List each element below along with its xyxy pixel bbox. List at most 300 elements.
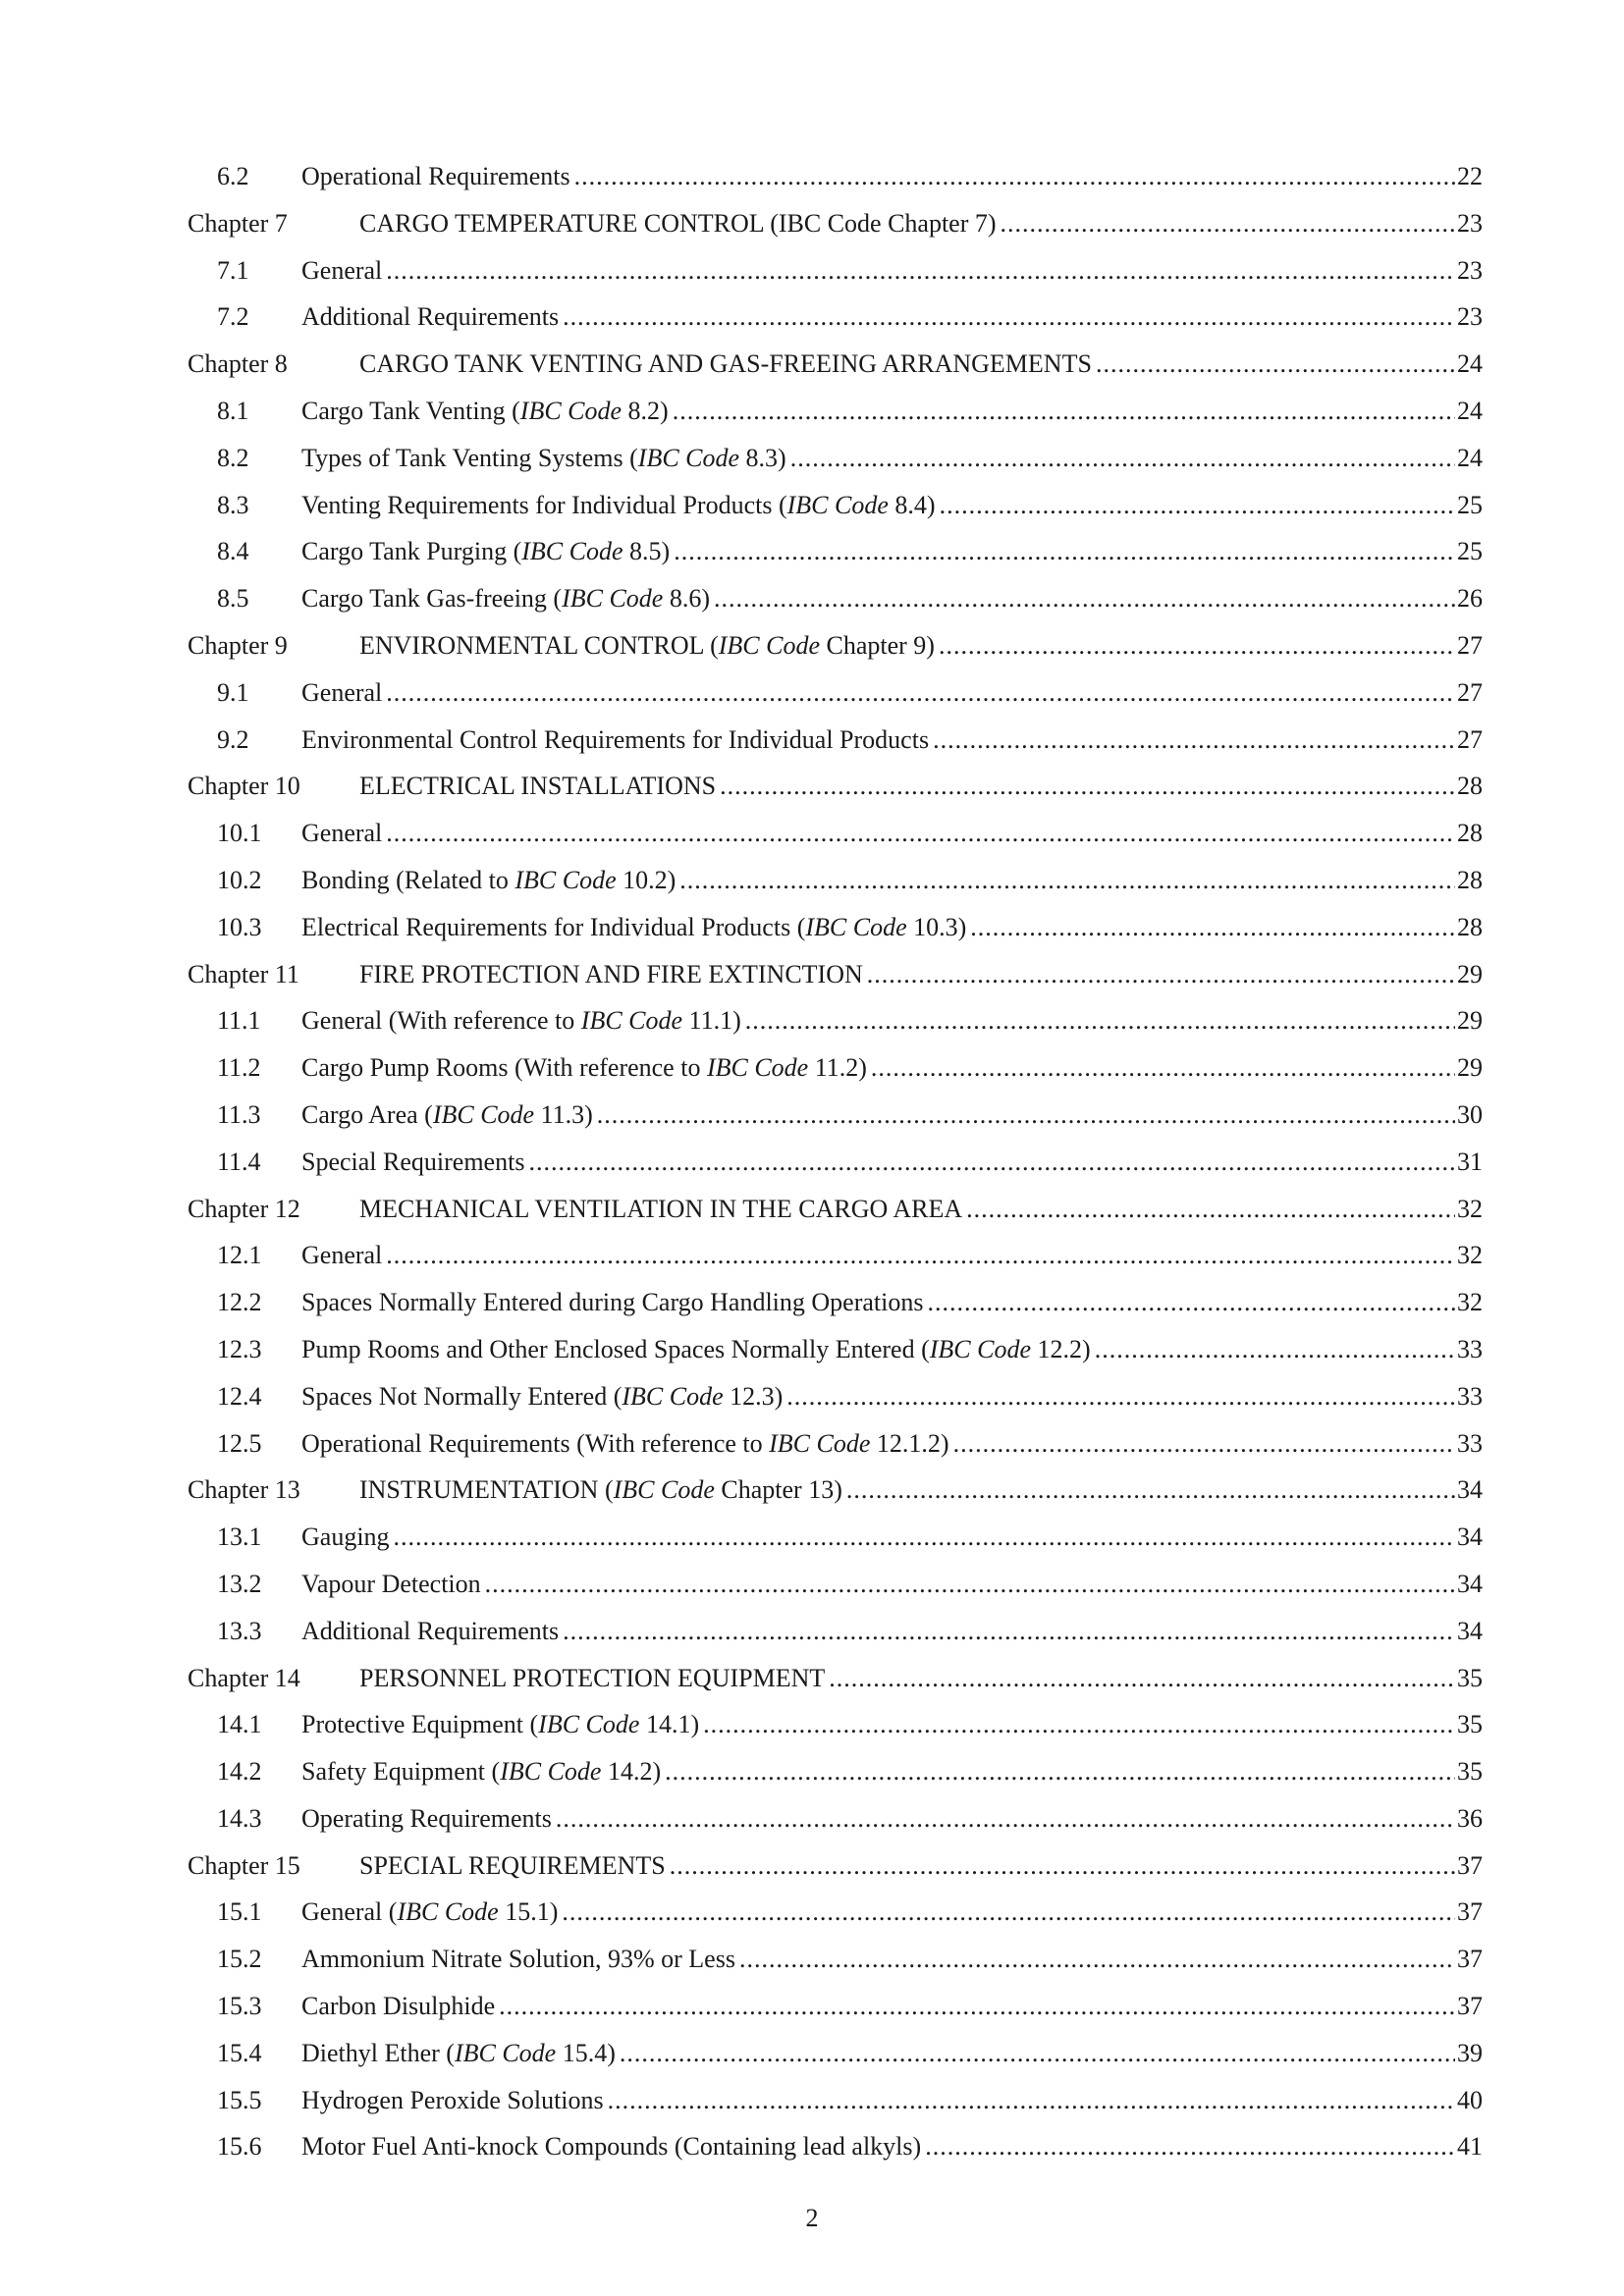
- toc-entry-title: [301, 1889, 562, 1936]
- toc-entry-line: [301, 1608, 1483, 1655]
- toc-title-part: Additional Requirements: [301, 302, 560, 332]
- toc-page-number: 32: [1457, 1194, 1483, 1223]
- toc-entry-number: Chapter 7: [188, 208, 288, 238]
- toc-title-part: 8.2): [622, 396, 669, 425]
- toc-entry-title: [301, 1701, 703, 1748]
- toc-dot-leader: [574, 153, 1455, 200]
- toc-title-part: 15.4): [556, 2038, 616, 2067]
- toc-entry-line: [301, 2077, 1483, 2124]
- toc-entry-title: [301, 1420, 953, 1468]
- toc-title-part: 8.4): [888, 490, 936, 519]
- page-number: 2: [805, 2204, 819, 2232]
- toc-entry-line: [359, 200, 1483, 247]
- toc-title-part: ENVIRONMENTAL CONTROL (: [359, 630, 719, 660]
- toc-title-part: Types of Tank Venting Systems (: [301, 443, 638, 472]
- toc-section-row[interactable]: [188, 2030, 1483, 2077]
- toc-entry-line: [301, 153, 1483, 200]
- toc-title-part: General: [301, 1241, 383, 1270]
- toc-page-number: 28: [1457, 772, 1483, 801]
- toc-entry-number: 15.2: [217, 1945, 262, 1974]
- toc-title-part: 8.3): [739, 443, 786, 472]
- toc-title-part: Operational Requirements: [301, 162, 570, 190]
- toc-title-part: 11.2): [808, 1053, 867, 1083]
- toc-title-part: Cargo Tank Purging (: [301, 537, 522, 566]
- toc-title-part: 12.3): [723, 1381, 784, 1411]
- toc-page-number: 35: [1457, 1710, 1483, 1739]
- toc-entry-number: 11.1: [217, 1006, 261, 1036]
- toc-dot-leader: [786, 1373, 1455, 1420]
- toc-page-number: 30: [1457, 1099, 1483, 1129]
- toc-page-number: 25: [1457, 490, 1483, 519]
- toc-page-number: 32: [1457, 1241, 1483, 1270]
- toc-page-number: 24: [1457, 396, 1483, 425]
- toc-title-italic-part: IBC Code: [500, 1757, 602, 1787]
- toc-title-part: 15.1): [498, 1897, 559, 1927]
- toc-page-number: 37: [1457, 1945, 1483, 1974]
- toc-entry-title: [359, 1655, 829, 1702]
- toc-dot-leader: [608, 2077, 1455, 2124]
- toc-section-row[interactable]: [188, 669, 1483, 717]
- toc-entry-number: 8.2: [217, 443, 249, 472]
- toc-page-number: 24: [1457, 349, 1483, 379]
- toc-title-italic-part: IBC Code: [519, 396, 623, 425]
- toc-entry-line: [301, 2123, 1483, 2170]
- toc-entry-number: Chapter 12: [188, 1194, 300, 1223]
- toc-section-row[interactable]: [188, 1795, 1483, 1842]
- toc-section-row[interactable]: [188, 1232, 1483, 1279]
- toc-title-italic-part: IBC Code: [397, 1897, 499, 1927]
- toc-entry-line: [301, 1232, 1483, 1279]
- toc-dot-leader: [940, 482, 1455, 529]
- toc-page-number: 37: [1457, 1992, 1483, 2021]
- toc-title-part: Bonding (Related to: [301, 865, 515, 894]
- toc-page-number: 33: [1457, 1381, 1483, 1411]
- toc-section-row[interactable]: [188, 1561, 1483, 1608]
- toc-title-part: Operational Requirements (With reference to: [301, 1428, 770, 1458]
- toc-entry-line: [301, 2030, 1483, 2077]
- toc-chapter-row[interactable]: [188, 763, 1483, 810]
- toc-title-italic-part: IBC Code: [786, 490, 889, 519]
- toc-title-part: CARGO TEMPERATURE CONTROL (IBC Code Chapter 7): [359, 208, 997, 238]
- toc-title-part: SPECIAL REQUIREMENTS: [359, 1850, 666, 1880]
- toc-title-part: Vapour Detection: [301, 1569, 481, 1598]
- toc-dot-leader: [933, 717, 1455, 764]
- toc-section-row[interactable]: [188, 1044, 1483, 1092]
- toc-section-row[interactable]: [188, 1983, 1483, 2030]
- toc-title-italic-part: IBC Code: [580, 1006, 683, 1036]
- toc-page-number: 36: [1457, 1803, 1483, 1833]
- toc-entry-line: [359, 763, 1483, 810]
- toc-section-row[interactable]: [188, 1748, 1483, 1795]
- toc-title-part: Diethyl Ether (: [301, 2038, 455, 2067]
- toc-title-part: General: [301, 255, 383, 285]
- toc-dot-leader: [528, 1139, 1455, 1186]
- toc-entry-title: [301, 2030, 620, 2077]
- toc-title-italic-part: IBC Code: [769, 1428, 871, 1458]
- toc-title-italic-part: IBC Code: [562, 584, 664, 614]
- toc-entry-number: 8.3: [217, 490, 249, 519]
- toc-title-part: 8.5): [623, 537, 671, 566]
- toc-entry-line: [301, 1561, 1483, 1608]
- toc-page-number: 29: [1457, 1006, 1483, 1036]
- toc-entry-number: 12.2: [217, 1288, 262, 1317]
- toc-page-number: 37: [1457, 1850, 1483, 1880]
- toc-section-row[interactable]: [188, 1420, 1483, 1468]
- toc-entry-title: [301, 1561, 485, 1608]
- toc-section-row[interactable]: [188, 294, 1483, 341]
- toc-entry-number: 12.3: [217, 1334, 262, 1363]
- toc-dot-leader: [953, 1420, 1455, 1468]
- toc-entry-line: [301, 528, 1483, 575]
- toc-entry-line: [301, 575, 1483, 622]
- toc-section-row[interactable]: [188, 1936, 1483, 1983]
- toc-entry-title: [301, 1326, 1095, 1373]
- toc-title-part: Additional Requirements: [301, 1616, 560, 1645]
- toc-title-italic-part: IBC Code: [432, 1099, 535, 1129]
- toc-section-row[interactable]: [188, 810, 1483, 857]
- toc-section-row[interactable]: [188, 1326, 1483, 1373]
- toc-page-number: 29: [1457, 959, 1483, 988]
- toc-entry-line: [301, 1514, 1483, 1561]
- toc-section-row[interactable]: [188, 435, 1483, 482]
- toc-entry-title: [301, 528, 674, 575]
- toc-page-number: 23: [1457, 302, 1483, 332]
- toc-page-number: 34: [1457, 1475, 1483, 1505]
- toc-title-part: Hydrogen Peroxide Solutions: [301, 2085, 604, 2114]
- toc-entry-line: [301, 435, 1483, 482]
- toc-page-number: 39: [1457, 2038, 1483, 2067]
- toc-title-part: ELECTRICAL INSTALLATIONS: [359, 772, 717, 801]
- toc-title-part: 11.3): [534, 1099, 593, 1129]
- toc-entry-line: [301, 810, 1483, 857]
- toc-dot-leader: [386, 247, 1455, 294]
- toc-dot-leader: [829, 1655, 1455, 1702]
- toc-entry-number: 9.1: [217, 677, 249, 707]
- toc-dot-leader: [562, 1889, 1455, 1936]
- toc-entry-number: 7.2: [217, 302, 249, 332]
- toc-title-part: Cargo Pump Rooms (With reference to: [301, 1053, 707, 1083]
- toc-title-italic-part: IBC Code: [613, 1475, 715, 1505]
- toc-page-number: 24: [1457, 443, 1483, 472]
- toc-section-row[interactable]: [188, 2123, 1483, 2170]
- toc-entry-number: Chapter 15: [188, 1850, 300, 1880]
- toc-entry-number: 8.4: [217, 537, 249, 566]
- toc-section-row[interactable]: [188, 1279, 1483, 1326]
- toc-section-row[interactable]: [188, 482, 1483, 529]
- toc-entry-number: 14.3: [217, 1803, 262, 1833]
- toc-entry-number: 15.4: [217, 2038, 262, 2067]
- toc-section-row[interactable]: [188, 1608, 1483, 1655]
- toc-dot-leader: [563, 294, 1455, 341]
- toc-entry-number: 15.5: [217, 2085, 262, 2114]
- toc-title-part: General (With reference to: [301, 1006, 581, 1036]
- toc-chapter-row[interactable]: [188, 1655, 1483, 1702]
- toc-title-italic-part: IBC Code: [718, 630, 820, 660]
- toc-entry-title: [301, 1373, 786, 1420]
- toc-entry-number: Chapter 11: [188, 959, 299, 988]
- toc-dot-leader: [714, 575, 1455, 622]
- toc-title-part: General: [301, 819, 383, 848]
- toc-entry-number: 11.4: [217, 1147, 261, 1176]
- toc-title-italic-part: IBC Code: [454, 2038, 557, 2067]
- toc-title-italic-part: IBC Code: [622, 1381, 724, 1411]
- toc-entry-number: 15.6: [217, 2132, 262, 2162]
- toc-chapter-row[interactable]: [188, 1467, 1483, 1514]
- toc-page-number: 35: [1457, 1663, 1483, 1692]
- toc-dot-leader: [1096, 341, 1455, 388]
- toc-dot-leader: [703, 1701, 1455, 1748]
- toc-title-part: Cargo Tank Venting (: [301, 396, 520, 425]
- toc-entry-line: [301, 1044, 1483, 1092]
- toc-title-part: Spaces Not Normally Entered (: [301, 1381, 623, 1411]
- toc-entry-number: 12.5: [217, 1428, 262, 1458]
- toc-entry-line: [301, 857, 1483, 904]
- toc-title-part: PERSONNEL PROTECTION EQUIPMENT: [359, 1663, 826, 1692]
- toc-page-number: 27: [1457, 677, 1483, 707]
- toc-title-part: Carbon Disulphide: [301, 1992, 496, 2021]
- toc-page-number: 29: [1457, 1053, 1483, 1083]
- toc-entry-line: [301, 247, 1483, 294]
- toc-entry-number: 14.2: [217, 1757, 262, 1787]
- toc-page-number: 23: [1457, 255, 1483, 285]
- toc-title-part: Environmental Control Requirements for Individual Products: [301, 724, 930, 754]
- toc-entry-title: [301, 1608, 563, 1655]
- toc-entry-line: [301, 1420, 1483, 1468]
- toc-entry-line: [301, 1748, 1483, 1795]
- toc-entry-title: [301, 1748, 665, 1795]
- toc-section-row[interactable]: [188, 1889, 1483, 1936]
- toc-dot-leader: [790, 435, 1455, 482]
- toc-dot-leader: [485, 1561, 1455, 1608]
- toc-page-number: 33: [1457, 1334, 1483, 1363]
- toc-chapter-row[interactable]: [188, 951, 1483, 998]
- toc-entry-number: 13.3: [217, 1616, 262, 1645]
- toc-page-number: 31: [1457, 1147, 1483, 1176]
- toc-entry-number: 13.1: [217, 1522, 262, 1552]
- toc-title-part: Chapter 9): [820, 630, 935, 660]
- toc-dot-leader: [966, 1186, 1455, 1233]
- toc-entry-title: [301, 717, 933, 764]
- toc-entry-line: [359, 1467, 1483, 1514]
- toc-section-row[interactable]: [188, 1701, 1483, 1748]
- toc-dot-leader: [679, 857, 1455, 904]
- toc-entry-title: [359, 1842, 670, 1890]
- toc-title-part: 8.6): [663, 584, 711, 614]
- toc-dot-leader: [386, 669, 1455, 717]
- toc-section-row[interactable]: [188, 1092, 1483, 1139]
- toc-title-part: Special Requirements: [301, 1147, 525, 1176]
- toc-entry-number: 6.2: [217, 162, 249, 190]
- toc-dot-leader: [745, 997, 1455, 1044]
- toc-entry-title: [301, 1139, 528, 1186]
- toc-dot-leader: [939, 622, 1455, 669]
- toc-entry-title: [301, 435, 790, 482]
- toc-section-row[interactable]: [188, 2077, 1483, 2124]
- toc-chapter-row[interactable]: [188, 200, 1483, 247]
- toc-title-part: Motor Fuel Anti-knock Compounds (Containing lead alkyls): [301, 2132, 922, 2162]
- toc-entry-number: 15.1: [217, 1897, 262, 1927]
- toc-dot-leader: [386, 810, 1455, 857]
- toc-dot-leader: [739, 1936, 1455, 1983]
- toc-entry-title: [301, 2123, 925, 2170]
- toc-page-number: 28: [1457, 819, 1483, 848]
- toc-entry-line: [301, 1983, 1483, 2030]
- toc-dot-leader: [925, 2123, 1455, 2170]
- toc-title-part: 14.1): [639, 1710, 700, 1739]
- table-of-contents: [188, 153, 1483, 2170]
- toc-entry-line: [301, 1373, 1483, 1420]
- toc-title-part: 11.1): [682, 1006, 741, 1036]
- toc-dot-leader: [620, 2030, 1455, 2077]
- toc-entry-number: Chapter 9: [188, 630, 288, 660]
- toc-entry-title: [359, 763, 720, 810]
- toc-page-number: 23: [1457, 208, 1483, 238]
- toc-entry-title: [301, 294, 563, 341]
- toc-entry-line: [359, 341, 1483, 388]
- toc-dot-leader: [1095, 1326, 1455, 1373]
- toc-section-row[interactable]: [188, 153, 1483, 200]
- toc-dot-leader: [394, 1514, 1455, 1561]
- toc-title-part: 12.2): [1031, 1334, 1091, 1363]
- toc-entry-line: [301, 388, 1483, 435]
- toc-dot-leader: [846, 1467, 1455, 1514]
- toc-title-part: CARGO TANK VENTING AND GAS-FREEING ARRANGEMENTS: [359, 349, 1092, 379]
- toc-title-italic-part: IBC Code: [706, 1053, 809, 1083]
- toc-entry-number: 11.3: [217, 1099, 261, 1129]
- toc-title-part: INSTRUMENTATION (: [359, 1475, 614, 1505]
- toc-page-number: 41: [1457, 2132, 1483, 2162]
- toc-entry-line: [301, 669, 1483, 717]
- toc-title-italic-part: IBC Code: [805, 912, 907, 941]
- toc-entry-line: [301, 482, 1483, 529]
- toc-section-row[interactable]: [188, 717, 1483, 764]
- toc-entry-line: [359, 1655, 1483, 1702]
- toc-entry-title: [301, 1232, 386, 1279]
- toc-page-number: 26: [1457, 584, 1483, 614]
- toc-section-row[interactable]: [188, 388, 1483, 435]
- toc-entry-number: 8.1: [217, 396, 249, 425]
- toc-title-part: General (: [301, 1897, 398, 1927]
- toc-entry-number: 13.2: [217, 1569, 262, 1598]
- toc-section-row[interactable]: [188, 997, 1483, 1044]
- toc-page-number: 32: [1457, 1288, 1483, 1317]
- toc-dot-leader: [597, 1092, 1455, 1139]
- toc-section-row[interactable]: [188, 528, 1483, 575]
- toc-title-italic-part: IBC Code: [538, 1710, 640, 1739]
- toc-dot-leader: [563, 1608, 1455, 1655]
- toc-entry-title: [359, 622, 939, 669]
- toc-title-part: 12.1.2): [870, 1428, 949, 1458]
- toc-entry-title: [301, 575, 714, 622]
- toc-page-number: 25: [1457, 537, 1483, 566]
- toc-entry-line: [301, 1279, 1483, 1326]
- toc-entry-line: [301, 1889, 1483, 1936]
- toc-entry-number: Chapter 10: [188, 772, 300, 801]
- toc-dot-leader: [665, 1748, 1455, 1795]
- toc-chapter-row[interactable]: [188, 622, 1483, 669]
- toc-entry-line: [301, 1936, 1483, 1983]
- toc-chapter-row[interactable]: [188, 341, 1483, 388]
- toc-entry-number: 10.3: [217, 912, 262, 941]
- toc-section-row[interactable]: [188, 575, 1483, 622]
- toc-entry-line: [301, 1326, 1483, 1373]
- toc-entry-number: 11.2: [217, 1053, 261, 1083]
- toc-entry-line: [301, 717, 1483, 764]
- toc-entry-number: 14.1: [217, 1710, 262, 1739]
- toc-title-part: Protective Equipment (: [301, 1710, 539, 1739]
- toc-title-part: FIRE PROTECTION AND FIRE EXTINCTION: [359, 959, 863, 988]
- toc-entry-title: [301, 1279, 927, 1326]
- toc-page-number: 40: [1457, 2085, 1483, 2114]
- toc-page-number: 35: [1457, 1757, 1483, 1787]
- toc-entry-number: 8.5: [217, 584, 249, 614]
- toc-title-part: Cargo Tank Gas-freeing (: [301, 584, 563, 614]
- toc-entry-title: [301, 1044, 871, 1092]
- toc-dot-leader: [670, 1842, 1455, 1890]
- toc-section-row[interactable]: [188, 1139, 1483, 1186]
- toc-title-part: General: [301, 677, 383, 707]
- toc-section-row[interactable]: [188, 857, 1483, 904]
- toc-dot-leader: [970, 904, 1455, 951]
- toc-title-part: 10.3): [906, 912, 967, 941]
- toc-title-part: 14.2): [601, 1757, 662, 1787]
- toc-section-row[interactable]: [188, 247, 1483, 294]
- toc-title-part: MECHANICAL VENTILATION IN THE CARGO AREA: [359, 1194, 963, 1223]
- toc-entry-title: [359, 1467, 846, 1514]
- toc-title-part: Safety Equipment (: [301, 1757, 501, 1787]
- toc-entry-title: [301, 997, 745, 1044]
- toc-page-number: 37: [1457, 1897, 1483, 1927]
- toc-entry-number: Chapter 8: [188, 349, 288, 379]
- toc-title-part: Chapter 13): [714, 1475, 842, 1505]
- toc-section-row[interactable]: [188, 904, 1483, 951]
- toc-entry-title: [301, 2077, 608, 2124]
- toc-title-italic-part: IBC Code: [637, 443, 740, 472]
- toc-dot-leader: [556, 1795, 1455, 1842]
- toc-entry-number: 7.1: [217, 255, 249, 285]
- toc-entry-line: [301, 1701, 1483, 1748]
- toc-entry-line: [301, 904, 1483, 951]
- toc-page-number: 28: [1457, 865, 1483, 894]
- toc-chapter-row[interactable]: [188, 1842, 1483, 1890]
- toc-entry-line: [301, 1092, 1483, 1139]
- toc-entry-title: [301, 388, 673, 435]
- toc-entry-number: Chapter 14: [188, 1663, 300, 1692]
- toc-entry-line: [301, 1795, 1483, 1842]
- toc-entry-number: Chapter 13: [188, 1475, 300, 1505]
- toc-page-number: 27: [1457, 724, 1483, 754]
- toc-section-row[interactable]: [188, 1514, 1483, 1561]
- toc-title-part: Venting Requirements for Individual Products (: [301, 490, 787, 519]
- toc-dot-leader: [720, 763, 1455, 810]
- toc-title-part: Gauging: [301, 1522, 390, 1552]
- toc-entry-title: [301, 810, 386, 857]
- toc-entry-number: 9.2: [217, 724, 249, 754]
- toc-entry-title: [301, 1795, 556, 1842]
- toc-entry-title: [359, 1186, 966, 1233]
- toc-chapter-row[interactable]: [188, 1186, 1483, 1233]
- toc-entry-title: [359, 200, 1001, 247]
- toc-page-number: 34: [1457, 1616, 1483, 1645]
- toc-page-number: 22: [1457, 162, 1483, 190]
- toc-entry-line: [301, 997, 1483, 1044]
- toc-title-part: 10.2): [616, 865, 677, 894]
- toc-entry-title: [301, 247, 386, 294]
- toc-dot-leader: [1001, 200, 1455, 247]
- toc-title-italic-part: IBC Code: [514, 865, 617, 894]
- toc-title-italic-part: IBC Code: [521, 537, 623, 566]
- toc-section-row[interactable]: [188, 1373, 1483, 1420]
